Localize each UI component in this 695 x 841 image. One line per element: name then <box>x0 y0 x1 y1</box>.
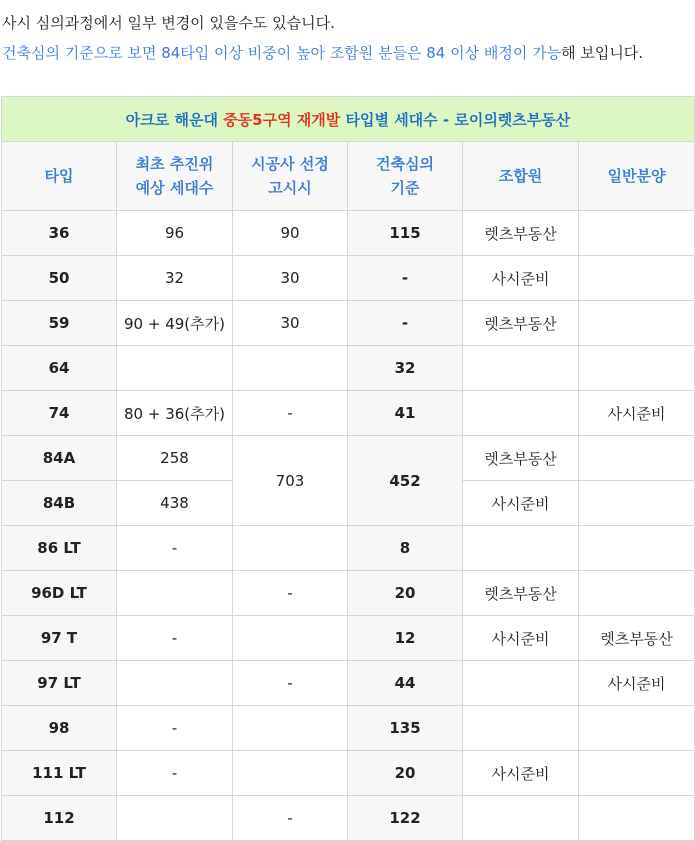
cell-type: 84A <box>2 436 117 481</box>
table-title-part-2: 중동5구역 재개발 <box>223 110 341 129</box>
table-row <box>2 301 695 346</box>
header-initial-line-2: 예상 세대수 <box>135 179 214 197</box>
cell-general <box>579 481 695 526</box>
cell-type: 50 <box>2 256 117 301</box>
table-row <box>2 751 695 796</box>
cell-initial: 96 <box>117 211 233 256</box>
cell-member: 사시준비 <box>463 481 579 526</box>
cell-general: 사시준비 <box>579 391 695 436</box>
header-builder <box>233 142 348 211</box>
intro-line-2 <box>2 42 643 63</box>
table-header-row <box>2 142 695 211</box>
cell-general <box>579 301 695 346</box>
cell-member[interactable]: 렛츠부동산 <box>463 211 579 256</box>
cell-builder: - <box>233 661 348 706</box>
cell-initial: 438 <box>117 481 233 526</box>
cell-type: 86 LT <box>2 526 117 571</box>
cell-initial <box>117 796 233 841</box>
cell-initial <box>117 661 233 706</box>
table-row <box>2 706 695 751</box>
table-row <box>2 346 695 391</box>
intro-line-2-highlight: 건축심의 기준으로 보면 84타입 이상 비중이 높아 조합원 분들은 84 이상 배정이 가능 <box>2 44 562 62</box>
cell-member: 사시준비 <box>463 616 579 661</box>
intro-line-1: 사시 심의과정에서 일부 변경이 있을수도 있습니다. <box>2 14 335 32</box>
cell-type: 64 <box>2 346 117 391</box>
header-type: 타입 <box>2 142 117 211</box>
table-row <box>2 796 695 841</box>
table-title-row <box>2 97 695 142</box>
cell-member <box>463 706 579 751</box>
cell-initial: 32 <box>117 256 233 301</box>
header-general: 일반분양 <box>579 142 695 211</box>
cell-member <box>463 661 579 706</box>
table-title <box>2 97 695 142</box>
cell-review: 452 <box>348 436 463 526</box>
cell-general <box>579 346 695 391</box>
cell-initial: - <box>117 751 233 796</box>
cell-initial <box>117 346 233 391</box>
table-title-part-1: 아크로 해운대 <box>125 110 224 129</box>
cell-type: 36 <box>2 211 117 256</box>
cell-general <box>579 526 695 571</box>
header-review <box>348 142 463 211</box>
cell-type: 84B <box>2 481 117 526</box>
cell-builder: 90 <box>233 211 348 256</box>
cell-builder <box>233 346 348 391</box>
cell-general <box>579 751 695 796</box>
cell-builder <box>233 751 348 796</box>
cell-review: 32 <box>348 346 463 391</box>
cell-type: 98 <box>2 706 117 751</box>
cell-member[interactable]: 렛츠부동산 <box>463 301 579 346</box>
cell-review: 115 <box>348 211 463 256</box>
cell-initial: 80 + 36(추가) <box>117 391 233 436</box>
table-row <box>2 436 695 481</box>
table-row <box>2 571 695 616</box>
cell-builder: 30 <box>233 301 348 346</box>
cell-builder: - <box>233 571 348 616</box>
cell-builder: 30 <box>233 256 348 301</box>
cell-review: - <box>348 256 463 301</box>
header-builder-line-1: 시공사 선정 <box>251 155 329 173</box>
cell-type: 74 <box>2 391 117 436</box>
header-review-line-2: 기준 <box>390 179 420 197</box>
cell-type: 97 LT <box>2 661 117 706</box>
cell-member <box>463 526 579 571</box>
cell-general: 사시준비 <box>579 661 695 706</box>
cell-initial: - <box>117 526 233 571</box>
cell-builder <box>233 706 348 751</box>
cell-type: 111 LT <box>2 751 117 796</box>
cell-member[interactable]: 렛츠부동산 <box>463 436 579 481</box>
cell-review: 135 <box>348 706 463 751</box>
header-initial-line-1: 최초 추진위 <box>135 155 214 173</box>
cell-member[interactable]: 렛츠부동산 <box>463 571 579 616</box>
table-row <box>2 391 695 436</box>
table-row <box>2 526 695 571</box>
cell-builder <box>233 616 348 661</box>
cell-review: 122 <box>348 796 463 841</box>
table-row <box>2 211 695 256</box>
table-title-part-3: 타입별 세대수 - 로이의렛츠부동산 <box>340 110 571 129</box>
cell-review: 20 <box>348 751 463 796</box>
cell-general <box>579 571 695 616</box>
cell-type: 59 <box>2 301 117 346</box>
unit-type-table <box>1 96 695 841</box>
cell-member <box>463 796 579 841</box>
cell-review: 44 <box>348 661 463 706</box>
cell-builder <box>233 526 348 571</box>
table-row <box>2 661 695 706</box>
header-builder-line-2: 고시시 <box>268 179 312 197</box>
cell-general <box>579 706 695 751</box>
table-row <box>2 256 695 301</box>
cell-review: 12 <box>348 616 463 661</box>
cell-type: 96D LT <box>2 571 117 616</box>
cell-general <box>579 796 695 841</box>
cell-general <box>579 256 695 301</box>
cell-builder: - <box>233 391 348 436</box>
table-row <box>2 616 695 661</box>
cell-builder: - <box>233 796 348 841</box>
cell-review: 8 <box>348 526 463 571</box>
cell-member <box>463 346 579 391</box>
intro-line-2-rest: 해 보입니다. <box>561 44 644 62</box>
cell-general <box>579 436 695 481</box>
cell-initial: 258 <box>117 436 233 481</box>
header-member: 조합원 <box>463 142 579 211</box>
cell-member: 사시준비 <box>463 751 579 796</box>
cell-type: 97 T <box>2 616 117 661</box>
cell-review: 41 <box>348 391 463 436</box>
cell-initial: - <box>117 616 233 661</box>
cell-builder: 703 <box>233 436 348 526</box>
header-initial <box>117 142 233 211</box>
cell-general[interactable]: 렛츠부동산 <box>579 616 695 661</box>
cell-initial: 90 + 49(추가) <box>117 301 233 346</box>
cell-initial <box>117 571 233 616</box>
cell-general <box>579 211 695 256</box>
cell-review: 20 <box>348 571 463 616</box>
header-review-line-1: 건축심의 <box>376 155 434 173</box>
cell-review: - <box>348 301 463 346</box>
cell-initial: - <box>117 706 233 751</box>
cell-member <box>463 391 579 436</box>
cell-type: 112 <box>2 796 117 841</box>
cell-member: 사시준비 <box>463 256 579 301</box>
